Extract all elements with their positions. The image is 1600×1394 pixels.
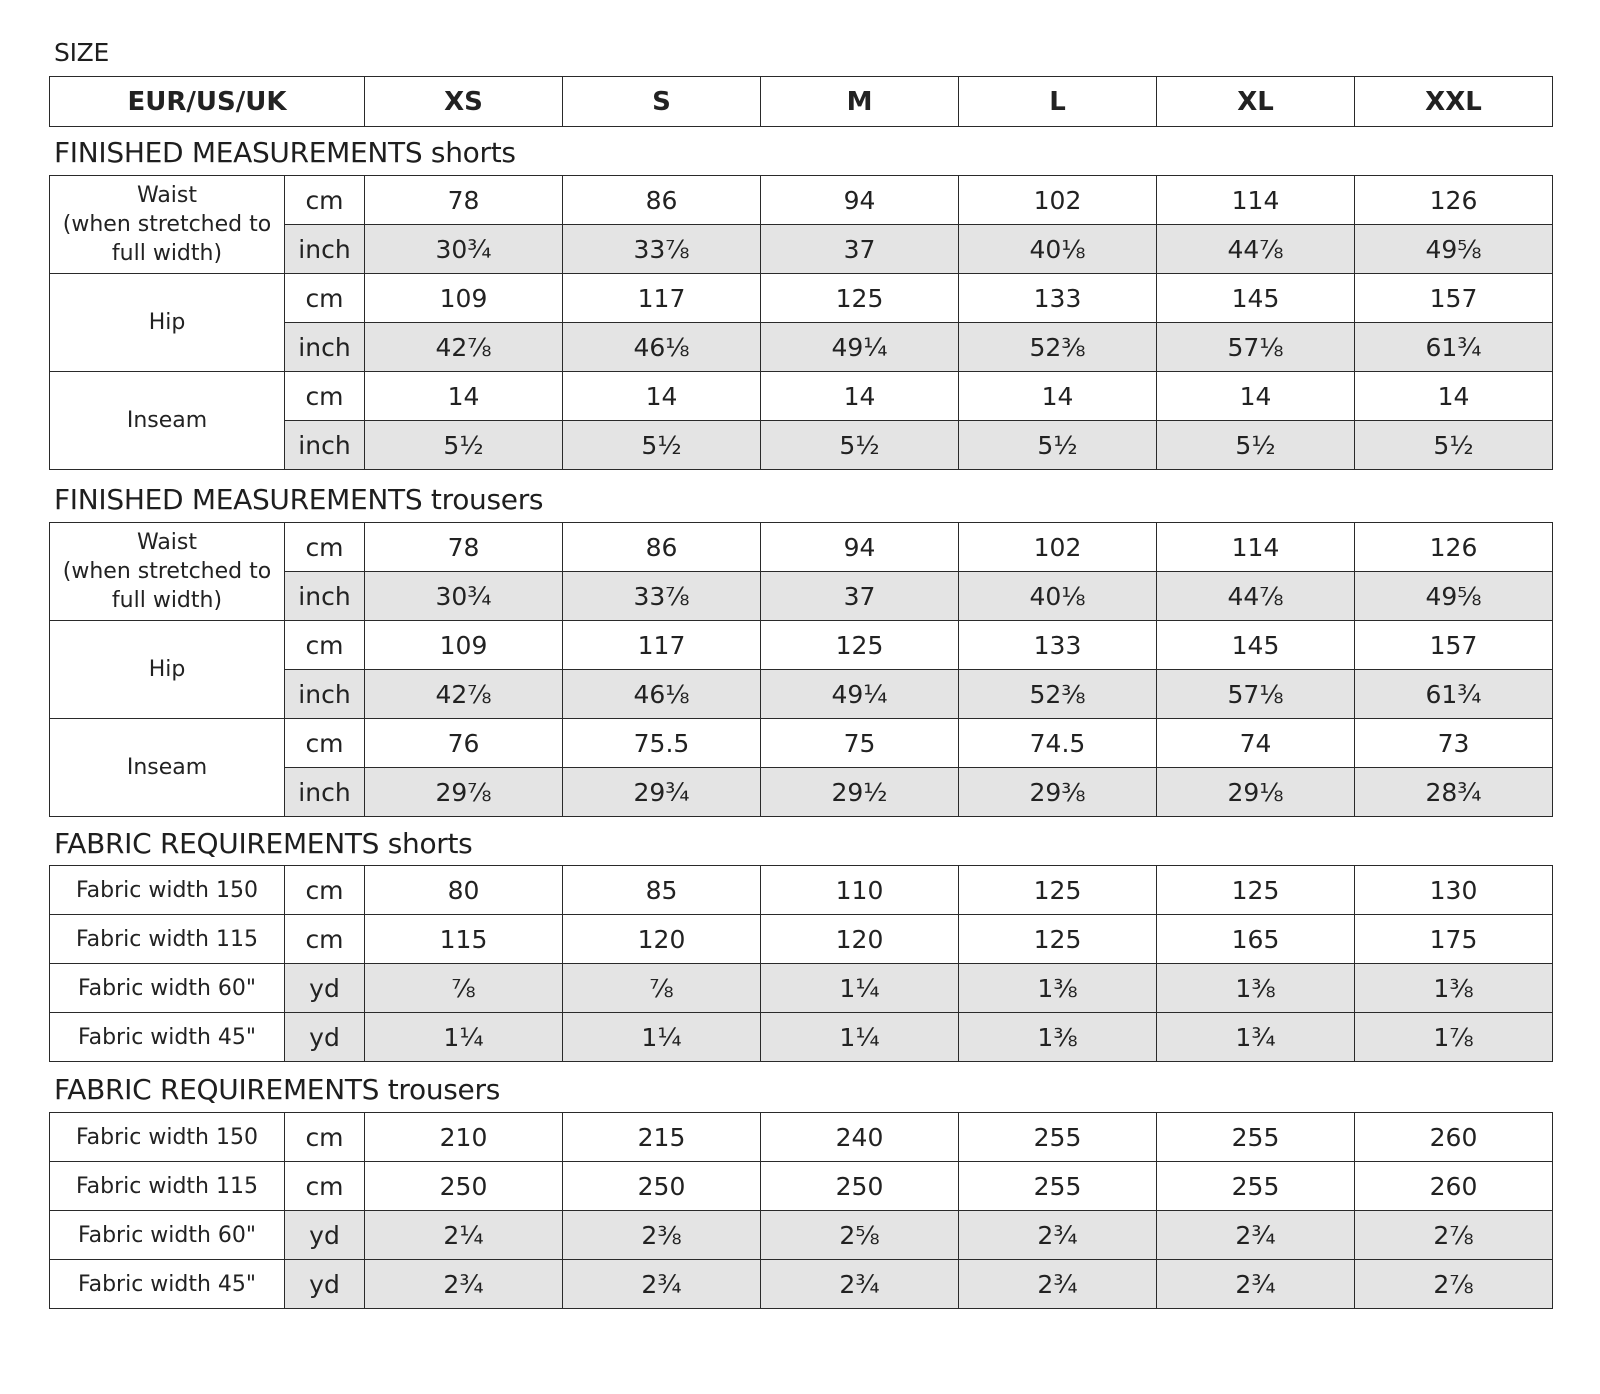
value-cell: 30¾ [365,225,563,274]
table-row [50,523,1553,572]
table-row [50,964,1553,1013]
value-cell: 2¾ [761,1260,959,1309]
table-row [50,1113,1553,1162]
table-row [50,719,1553,768]
size-l: L [959,77,1157,127]
value-cell: ⅞ [365,964,563,1013]
value-cell: 125 [761,274,959,323]
size-xs: XS [365,77,563,127]
row-label: Waist (when stretched to full width) [50,523,285,621]
value-cell: 250 [365,1162,563,1211]
value-cell: 80 [365,866,563,915]
row-label: Inseam [50,719,285,817]
value-cell: 57⅛ [1157,670,1355,719]
value-cell: 117 [563,621,761,670]
unit-cell: yd [285,1013,365,1062]
row-label: Fabric width 150 [50,1113,285,1162]
value-cell: 175 [1355,915,1553,964]
row-label: Fabric width 115 [50,915,285,964]
value-cell: 1⅜ [1355,964,1553,1013]
value-cell: 61¾ [1355,323,1553,372]
value-cell: 5½ [365,421,563,470]
value-cell: 109 [365,274,563,323]
section-table [49,1112,1553,1309]
unit-cell: inch [285,670,365,719]
unit-cell: cm [285,866,365,915]
row-label: Inseam [50,372,285,470]
value-cell: 250 [563,1162,761,1211]
value-cell: 250 [761,1162,959,1211]
unit-cell: yd [285,1260,365,1309]
value-cell: 78 [365,523,563,572]
table-row [50,866,1553,915]
value-cell: 5½ [1355,421,1553,470]
value-cell: 2⅜ [563,1211,761,1260]
row-label: Fabric width 150 [50,866,285,915]
value-cell: 49¼ [761,670,959,719]
unit-cell: inch [285,421,365,470]
value-cell: 240 [761,1113,959,1162]
table-row [50,372,1553,421]
value-cell: 78 [365,176,563,225]
size-system-label: EUR/US/UK [50,77,365,127]
value-cell: 1¼ [761,964,959,1013]
row-label: Hip [50,621,285,719]
value-cell: 255 [1157,1162,1355,1211]
value-cell: 29¾ [563,768,761,817]
value-cell: 42⅞ [365,670,563,719]
value-cell: 28¾ [1355,768,1553,817]
value-cell: 44⅞ [1157,572,1355,621]
value-cell: 115 [365,915,563,964]
unit-cell: cm [285,719,365,768]
section-title: FINISHED MEASUREMENTS shorts [54,136,516,169]
row-label: Hip [50,274,285,372]
value-cell: 75.5 [563,719,761,768]
value-cell: 49⅝ [1355,572,1553,621]
value-cell: 61¾ [1355,670,1553,719]
value-cell: 40⅛ [959,225,1157,274]
value-cell: 86 [563,523,761,572]
unit-cell: cm [285,915,365,964]
value-cell: 255 [1157,1113,1355,1162]
value-cell: 2¾ [1157,1260,1355,1309]
value-cell: 49¼ [761,323,959,372]
unit-cell: cm [285,621,365,670]
value-cell: 49⅝ [1355,225,1553,274]
table-row [50,1162,1553,1211]
value-cell: 33⅞ [563,572,761,621]
value-cell: ⅞ [563,964,761,1013]
value-cell: 46⅛ [563,670,761,719]
section-table [49,865,1553,1062]
value-cell: 145 [1157,621,1355,670]
value-cell: 94 [761,523,959,572]
value-cell: 120 [761,915,959,964]
size-header-table [49,76,1553,127]
value-cell: 133 [959,621,1157,670]
value-cell: 125 [959,866,1157,915]
row-label: Fabric width 60" [50,964,285,1013]
value-cell: 2¾ [365,1260,563,1309]
value-cell: 5½ [959,421,1157,470]
row-label: Fabric width 45" [50,1260,285,1309]
row-label: Fabric width 115 [50,1162,285,1211]
value-cell: 125 [959,915,1157,964]
value-cell: 125 [761,621,959,670]
value-cell: 76 [365,719,563,768]
value-cell: 260 [1355,1113,1553,1162]
value-cell: 2¾ [959,1211,1157,1260]
value-cell: 52⅜ [959,670,1157,719]
value-cell: 2¾ [563,1260,761,1309]
value-cell: 120 [563,915,761,964]
table-row [50,915,1553,964]
value-cell: 110 [761,866,959,915]
table-row [50,1260,1553,1309]
value-cell: 42⅞ [365,323,563,372]
row-label: Waist (when stretched to full width) [50,176,285,274]
value-cell: 29⅛ [1157,768,1355,817]
unit-cell: yd [285,964,365,1013]
value-cell: 1⅜ [959,1013,1157,1062]
unit-cell: inch [285,323,365,372]
value-cell: 1¼ [365,1013,563,1062]
table-row [50,1211,1553,1260]
value-cell: 210 [365,1113,563,1162]
value-cell: 1¾ [1157,1013,1355,1062]
value-cell: 46⅛ [563,323,761,372]
value-cell: 14 [563,372,761,421]
unit-cell: cm [285,274,365,323]
value-cell: 157 [1355,621,1553,670]
value-cell: 14 [761,372,959,421]
value-cell: 114 [1157,176,1355,225]
size-xl: XL [1157,77,1355,127]
value-cell: 260 [1355,1162,1553,1211]
value-cell: 165 [1157,915,1355,964]
value-cell: 14 [959,372,1157,421]
section-title: FINISHED MEASUREMENTS trousers [54,483,544,516]
value-cell: 5½ [761,421,959,470]
value-cell: 1⅜ [959,964,1157,1013]
unit-cell: cm [285,176,365,225]
value-cell: 2⅞ [1355,1260,1553,1309]
value-cell: 30¾ [365,572,563,621]
value-cell: 102 [959,176,1157,225]
size-xxl: XXL [1355,77,1553,127]
value-cell: 1⅜ [1157,964,1355,1013]
section-table [49,522,1553,817]
value-cell: 255 [959,1162,1157,1211]
value-cell: 14 [1355,372,1553,421]
table-row [50,621,1553,670]
value-cell: 114 [1157,523,1355,572]
unit-cell: inch [285,768,365,817]
row-label: Fabric width 60" [50,1211,285,1260]
value-cell: 109 [365,621,563,670]
unit-cell: cm [285,523,365,572]
unit-cell: cm [285,1113,365,1162]
size-m: M [761,77,959,127]
value-cell: 14 [1157,372,1355,421]
value-cell: 1⅞ [1355,1013,1553,1062]
value-cell: 37 [761,572,959,621]
value-cell: 74.5 [959,719,1157,768]
value-cell: 2¼ [365,1211,563,1260]
value-cell: 126 [1355,523,1553,572]
value-cell: 126 [1355,176,1553,225]
value-cell: 94 [761,176,959,225]
section-title: FABRIC REQUIREMENTS trousers [54,1073,500,1106]
section-title: FABRIC REQUIREMENTS shorts [54,827,473,860]
header-row [50,77,1553,127]
value-cell: 57⅛ [1157,323,1355,372]
value-cell: 86 [563,176,761,225]
row-label: Fabric width 45" [50,1013,285,1062]
value-cell: 33⅞ [563,225,761,274]
value-cell: 74 [1157,719,1355,768]
value-cell: 133 [959,274,1157,323]
size-heading: SIZE [54,38,109,67]
value-cell: 5½ [1157,421,1355,470]
table-row [50,274,1553,323]
value-cell: 29⅜ [959,768,1157,817]
value-cell: 125 [1157,866,1355,915]
value-cell: 40⅛ [959,572,1157,621]
value-cell: 44⅞ [1157,225,1355,274]
value-cell: 14 [365,372,563,421]
table-row [50,176,1553,225]
value-cell: 157 [1355,274,1553,323]
value-cell: 117 [563,274,761,323]
value-cell: 215 [563,1113,761,1162]
value-cell: 145 [1157,274,1355,323]
unit-cell: inch [285,572,365,621]
value-cell: 102 [959,523,1157,572]
value-cell: 2⅝ [761,1211,959,1260]
unit-cell: yd [285,1211,365,1260]
value-cell: 5½ [563,421,761,470]
unit-cell: cm [285,372,365,421]
unit-cell: cm [285,1162,365,1211]
value-cell: 52⅜ [959,323,1157,372]
size-s: S [563,77,761,127]
value-cell: 2¾ [959,1260,1157,1309]
value-cell: 130 [1355,866,1553,915]
value-cell: 2¾ [1157,1211,1355,1260]
value-cell: 2⅞ [1355,1211,1553,1260]
value-cell: 29⅞ [365,768,563,817]
value-cell: 1¼ [563,1013,761,1062]
value-cell: 29½ [761,768,959,817]
section-table [49,175,1553,470]
table-row [50,1013,1553,1062]
unit-cell: inch [285,225,365,274]
value-cell: 73 [1355,719,1553,768]
value-cell: 255 [959,1113,1157,1162]
value-cell: 85 [563,866,761,915]
value-cell: 75 [761,719,959,768]
value-cell: 37 [761,225,959,274]
value-cell: 1¼ [761,1013,959,1062]
